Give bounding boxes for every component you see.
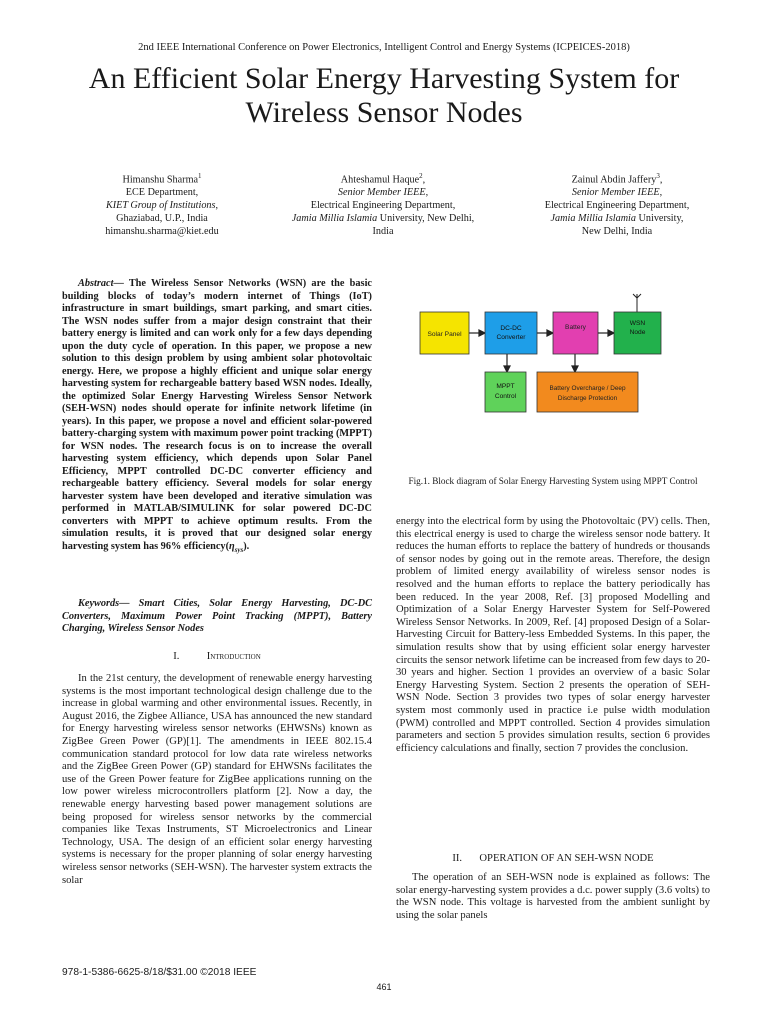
dcdc-converter-block: [485, 312, 537, 354]
dcdc-label-1: DC-DC: [500, 325, 522, 332]
abstract-lead: Abstract: [78, 278, 114, 289]
figure-caption: Fig.1. Block diagram of Solar Energy Harvesting System using MPPT Control: [408, 476, 698, 486]
eta-subscript: sys: [234, 545, 244, 554]
intro-paragraph: In the 21st century, the development of renewable energy harvesting systems is the most important technological design challenge due to the increase in global warming and other environmental issues. Recently, in August 2016, the Zigbee Alliance, USA has announced the new standard for Energy harvesting wireless sensor networks (EHWSNs) known as ZigBee Green Power (GP)[1]. The amendments in IEEE 802.15.4 communication standard protocol for low data rate wireless networks and the ZigBee Green Power (GP) standard for EHWSNs facilitates the use of the Green Power feature for ZigBee applications running on the low power wireless microcontrollers platform [2]. Now a day, the renewable energy harvesting based power management solutions are being proposed for wireless sensor networks by the commercial companies like Texas Instruments, ST Microelectronics and Linear Technology, USA. The design of an efficient solar energy harvesting systems is necessary for the proper planning of solar energy harvesting wireless sensor networks (SEH-WSN). The harvester system extracts the solar: [62, 673, 372, 886]
battery-label: Battery: [565, 324, 586, 331]
author-comma: ,: [422, 174, 426, 186]
author-comma: ,: [215, 200, 219, 212]
author-membership: Senior Member IEEE,: [571, 187, 663, 199]
author-institution: Jamia Millia Islamia: [550, 213, 636, 225]
title-line-1: An Efficient Solar Energy Harvesting System for: [88, 62, 680, 95]
author-dept: Electrical Engineering Department,: [310, 200, 456, 212]
author-block-2: [270, 170, 496, 238]
author-comma: ,: [659, 174, 663, 186]
section-title: OPERATION OF AN SEH-WSN NODE: [479, 853, 654, 864]
author-location: University, New Delhi,: [377, 213, 475, 225]
sec2-paragraph: The operation of an SEH-WSN node is explained as follows: The solar energy-harvesting system provides a d.c. power supply (3.6 volts) to the WSN node. This voltage is harvested from the ambient sunlight by using the solar panels: [396, 872, 710, 921]
section-2-body: [396, 872, 710, 922]
page-number: 461: [376, 982, 392, 992]
section-number: I.: [173, 651, 180, 662]
author-country: India: [372, 226, 394, 238]
abstract: [62, 278, 372, 556]
paper-title: [40, 62, 728, 130]
keywords-text: Keywords— Smart Cities, Solar Energy Harvesting, DC-DC Converters, Maximum Power Point Tracking (MPPT), Battery Charging, Wireless Sensor Nodes: [62, 598, 372, 634]
mppt-label-2: Control: [494, 393, 517, 400]
author-dept: Electrical Engineering Department,: [544, 200, 690, 212]
introduction-body: [62, 673, 372, 887]
protect-label-2: Discharge Protection: [557, 395, 618, 402]
section-number: II.: [452, 853, 463, 864]
author-institution: Jamia Millia Islamia: [291, 213, 378, 225]
dcdc-label-2: Converter: [496, 334, 526, 341]
wsn-label-1: WSN: [629, 320, 646, 327]
right-paragraph: energy into the electrical form by using the Photovoltaic (PV) cells. Then, this electrical energy is used to charge the wireless sensor node battery. It reduces the human efforts to replace the battery of hundreds or thousands of sensor nodes by going out in the remote areas. Therefore, the design problem of limited energy availability of wireless sensor nodes is resolved and the human efforts to replace the battery periodically has been reduced. In the year 2008, Ref. [3] proposed Modelling and Optimization of a Solar Energy Harvester System for Self-Powered Wireless Sensor Networks. In 2009, Ref. [4] proposed Design of a Solar-Harvesting Circuit for Battery-less Embedded Systems. In this paper, the simulation results show that by using efficient solar energy harvester circuits the sensor network lifetime can be increased from few days to 20-30 years and higher. Section 1 provides an overview of a basic Solar Energy Harvesting System. Section 2 presents the operation of SEH-WSN Node. Section 3 provides two types of solar energy harvester system most commonly used in practice i.e pulse width modulation (PWM) controlled and MPPT controlled. Section 4 provides simulation parameters and section 5 provides simulation results, section 6 provides efficiency calculations and finally, section 7 provides the conclusion.: [396, 516, 710, 754]
author-institution: KIET Group of Institutions: [105, 200, 216, 212]
eta-symbol: η: [229, 540, 235, 552]
title-line-2: Wireless Sensor Nodes: [245, 96, 523, 129]
author-block-1: [62, 170, 262, 238]
author-sup: 1: [198, 172, 202, 180]
mppt-control-block: [485, 372, 526, 412]
author-membership: Senior Member IEEE,: [337, 187, 429, 199]
abstract-dash: —: [113, 278, 129, 289]
block-diagram-figure: [410, 288, 700, 448]
author-sup: 3: [656, 172, 660, 180]
author-name: Himanshu Sharma: [122, 174, 199, 186]
protect-label-1: Battery Overcharge / Deep: [549, 385, 626, 392]
keywords: [62, 598, 372, 636]
antenna-icon: [633, 294, 641, 312]
author-country: New Delhi, India: [581, 226, 653, 238]
battery-protection-block: [537, 372, 638, 412]
section-title: Introduction: [206, 651, 261, 662]
section-1-heading: [62, 651, 372, 662]
battery-block: [553, 312, 598, 354]
author-name: Zainul Abdin Jaffery: [571, 174, 657, 186]
author-dept: ECE Department,: [125, 187, 199, 199]
abstract-end: ).: [243, 540, 250, 552]
footer-copyright: 978-1-5386-6625-8/18/$31.00 ©2018 IEEE: [62, 967, 257, 978]
author-sup: 2: [419, 172, 423, 180]
solar-panel-label: Solar Panel: [427, 331, 462, 338]
author-location: University,: [636, 213, 684, 225]
abstract-text: The Wireless Sensor Networks (WSN) are the basic building blocks of today’s modern internet of Things (IoT) infrastructure in smart buildings, smart parking, and smart cities. The WSN nodes suffer from a major design constraint that their battery energy is limited and can work only for a few days depending upon the duty cycle of operation. In this paper, we propose a new solution to this design problem by using ambient solar photovoltaic energy. Here, we propose a highly efficient and unique solar energy harvesting system for rechargeable battery based WSN nodes. Ideally, the optimized Solar Energy Harvesting Wireless Sensor Network (SEH-WSN) nodes should operate for infinite network lifetime (in years). In this paper, we propose a novel and efficient solar-powered battery-charging system with maximum power point tracking (MPPT) for WSN nodes. The research focus is on to increase the overall harvesting system efficiency, which depends upon Solar Panel Efficiency, MPPT controlled DC-DC converter efficiency and rechargeable battery efficiency. Several models for solar energy harvester system have been developed and iterative simulation was performed in MATLAB/SIMULINK for solar powered DC-DC converters with MPPT to achieve optimum results. From the simulation results, it is proved that our designed solar energy harvesting system has 96% efficiency(: [62, 278, 372, 552]
mppt-label-1: MPPT: [496, 383, 515, 390]
wsn-label-2: Node: [629, 329, 646, 336]
right-column-body: [396, 516, 710, 755]
conference-header: 2nd IEEE International Conference on Power Electronics, Intelligent Control and Energy Systems (ICPEICES-2018): [138, 42, 630, 53]
author-name: Ahteshamul Haque: [340, 174, 420, 186]
author-email: himanshu.sharma@kiet.edu: [105, 226, 219, 238]
author-block-3: [510, 170, 724, 238]
section-2-heading: [396, 853, 710, 864]
author-location: Ghaziabad, U.P., India: [116, 213, 208, 225]
